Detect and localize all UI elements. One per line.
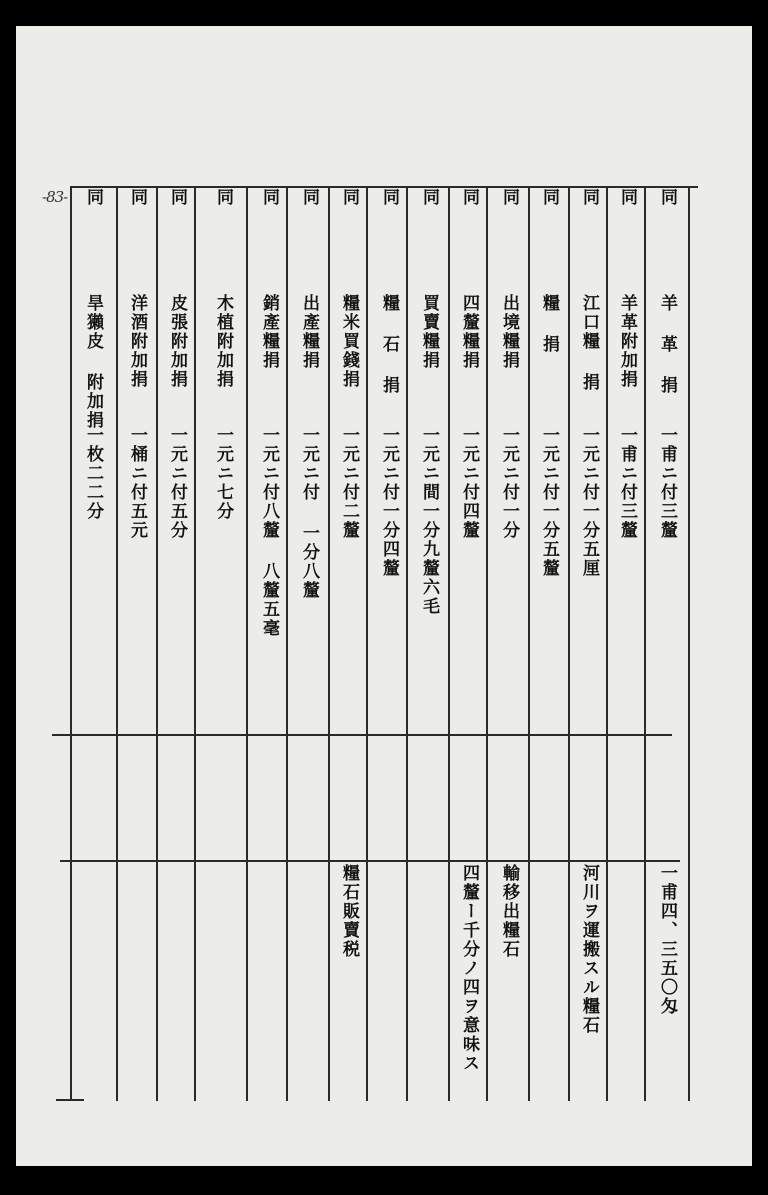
ditto-mark: 同 [299,188,319,207]
table-row [118,26,156,1166]
column-rule [688,186,690,1101]
tax-rate: 一元ニ付一分 [499,426,519,540]
tax-name: 糧 捐 [539,294,559,354]
table-row [570,26,608,1166]
ditto-mark: 同 [259,188,279,207]
tax-rate: 一元ニ付一分四釐 [379,426,399,578]
tax-rate: 一元ニ付二釐 [339,426,359,540]
tax-rate: 一桶ニ付五元 [127,426,147,540]
table-row [530,26,568,1166]
ditto-mark: 同 [379,188,399,207]
tax-rate: 一元ニ付一分五釐 [539,426,559,578]
tax-rate: 一元ニ付八釐 八釐五毫 [259,426,279,638]
tax-name: 旱獺皮 附加捐 [83,294,103,430]
table-row [290,26,328,1166]
tax-name: 糧米買錢捐 [339,294,359,389]
tax-rate: 一元ニ付一分五厘 [579,426,599,578]
column-rule [70,186,72,1101]
ditto-mark: 同 [167,188,187,207]
ditto-mark: 同 [539,188,559,207]
tax-name: 木植附加捐 [213,294,233,389]
ditto-mark: 同 [617,188,637,207]
table-row [74,26,112,1166]
tax-note: 輸移出糧石 [499,864,519,959]
tax-rate: 一元ニ七分 [213,426,233,521]
tax-name: 糧 石 捐 [379,294,399,395]
ditto-mark: 同 [83,188,103,207]
ditto-mark: 同 [657,188,677,207]
tax-note: 一甫四、三五〇匁 [657,864,677,1016]
tax-rate: 一元ニ付四釐 [459,426,479,540]
ditto-mark: 同 [579,188,599,207]
document-page [16,26,752,1166]
ditto-mark: 同 [499,188,519,207]
ditto-mark: 同 [419,188,439,207]
tax-name: 銷產糧捐 [259,294,279,370]
tax-rate: 一枚二二分 [83,426,103,521]
tax-name: 羊 革 捐 [657,294,677,395]
table-row [330,26,368,1166]
page-number: -83- [42,188,68,206]
table-row [648,26,686,1166]
tax-name: 皮張附加捐 [167,294,187,389]
ditto-mark: 同 [459,188,479,207]
tax-note: 四釐ー千分ノ四ヲ意味ス [459,864,479,1073]
tax-name: 洋酒附加捐 [127,294,147,389]
column-rule [246,186,248,1101]
table-row [250,26,288,1166]
tax-name: 羊革附加捐 [617,294,637,389]
tax-name: 買賣糧捐 [419,294,439,370]
tax-note: 糧石販賣税 [339,864,359,959]
table-row [490,26,528,1166]
table-row [410,26,448,1166]
table-row [370,26,408,1166]
tax-name: 江口糧 捐 [579,294,599,392]
ditto-mark: 同 [213,188,233,207]
tax-rate: 一甫ニ付三釐 [617,426,637,540]
table-row [158,26,196,1166]
tax-rate: 一元ニ間一分九釐六毛 [419,426,439,616]
tax-rate: 一甫ニ付三釐 [657,426,677,540]
ditto-mark: 同 [339,188,359,207]
tax-rate: 一元ニ付 一分八釐 [299,426,319,600]
tax-name: 四釐糧捐 [459,294,479,370]
table-row [204,26,242,1166]
tax-name: 出產糧捐 [299,294,319,370]
table-row [450,26,488,1166]
tax-name: 出境糧捐 [499,294,519,370]
tax-note: 河川ヲ運搬スル糧石 [579,864,599,1035]
tax-rate: 一元ニ付五分 [167,426,187,540]
ditto-mark: 同 [127,188,147,207]
table-row [608,26,646,1166]
